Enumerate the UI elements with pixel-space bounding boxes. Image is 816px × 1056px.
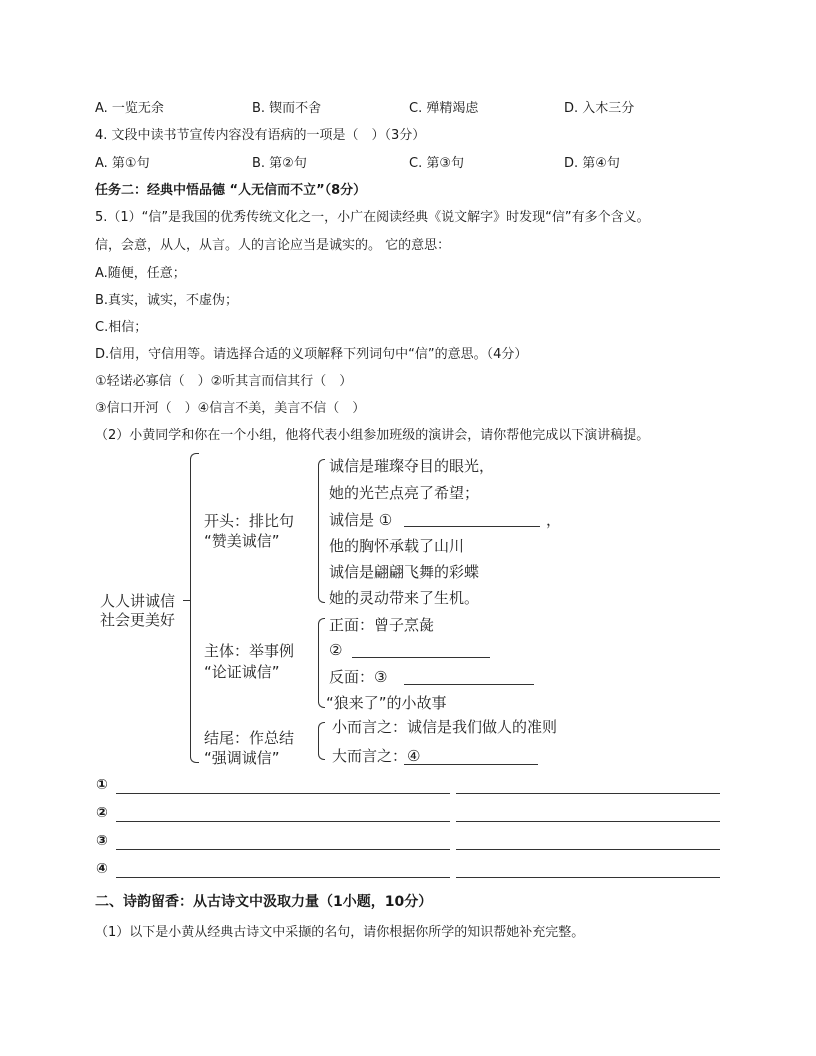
mindmap-branch2-item2: ② (329, 641, 343, 659)
mindmap-branch1-item5: 诚信是翩翩飞舞的彩蝶 (329, 563, 480, 581)
section2-title: 二、诗韵留香：从古诗文中汲取力量（1小题，10分） (95, 894, 433, 910)
answer-line-2a[interactable] (116, 821, 450, 822)
q3-option-d: D. 入木三分 (564, 101, 635, 116)
mindmap-branch2-line1: 主体：举事例 (204, 642, 295, 660)
q3-option-a: A. 一览无余 (95, 101, 164, 116)
answer-label-2: ② (96, 805, 108, 821)
q5-intro: 5.（1）“信”是我国的优秀传统文化之一，小广在阅读经典《说文解字》时发现“信”有多个含义。 (95, 210, 650, 225)
mindmap-branch1-item6: 她的灵动带来了生机。 (329, 589, 480, 607)
mindmap-branch1-line1: 开头：排比句 (204, 512, 295, 530)
mindmap-branch1-comma: ， (546, 511, 562, 529)
answer-line-3b[interactable] (456, 849, 720, 850)
answer-line-1a[interactable] (116, 793, 450, 794)
section2-q1: （1）以下是小黄从经典古诗文中采撷的名句，请你根据你所学的知识帮她补充完整。 (95, 925, 585, 940)
q3-option-b: B. 锲而不舍 (252, 101, 322, 116)
q3-option-c: C. 殚精竭虑 (409, 101, 479, 116)
q5-meaning-c: C.相信； (95, 320, 148, 335)
mindmap-main-brace (190, 453, 199, 763)
answer-label-3: ③ (96, 833, 108, 849)
mindmap-branch3-line2: “强调诚信” (204, 749, 280, 767)
mindmap-root-line1: 人人讲诚信 (100, 592, 176, 610)
mindmap-branch2-item4: “狼来了”的小故事 (326, 694, 447, 712)
mindmap-blank-3[interactable] (404, 684, 534, 685)
mindmap-branch3-line1: 结尾：作总结 (204, 729, 295, 747)
mindmap-branch3-item2: 大而言之：④ (332, 747, 421, 765)
q5-definition: 信，会意，从人，从言。人的言论应当是诚实的。 它的意思： (95, 238, 451, 253)
q4-option-b: B. 第②句 (252, 156, 307, 171)
mindmap-root-line2: 社会更美好 (100, 611, 176, 629)
mindmap-branch1-line2: “赞美诚信” (204, 532, 280, 550)
q4-stem: 4. 文段中读书节宣传内容没有语病的一项是（ ）（3分） (95, 128, 426, 143)
mindmap-branch2-line2: “论证诚信” (204, 663, 280, 681)
mindmap-branch2-item1: 正面：曾子烹彘 (329, 616, 435, 634)
answer-label-1: ① (96, 777, 108, 793)
answer-line-2b[interactable] (456, 821, 720, 822)
mindmap-branch2-item3: 反面：③ (329, 668, 388, 686)
mindmap-branch1-item1: 诚信是璀璨夺目的眼光， (329, 457, 495, 475)
mindmap-blank-4[interactable] (404, 764, 538, 765)
mindmap-branch1-item4: 他的胸怀承载了山川 (329, 537, 465, 555)
answer-line-1b[interactable] (456, 793, 720, 794)
q5-items-row2: ③信口开河（ ）④信言不美，美言不信（ ） (95, 401, 366, 416)
mindmap-branch3-item1: 小而言之：诚信是我们做人的准则 (332, 718, 558, 736)
answer-line-4b[interactable] (456, 877, 720, 878)
mindmap-branch1-brace (318, 459, 325, 603)
q4-option-c: C. 第③句 (409, 156, 464, 171)
mindmap-branch3-brace (318, 722, 325, 760)
q5-items-row1: ①轻诺必寡信（ ）②听其言而信其行（ ） (95, 374, 353, 389)
q4-option-a: A. 第①句 (95, 156, 150, 171)
answer-line-3a[interactable] (116, 849, 450, 850)
mindmap-branch2-brace (318, 618, 325, 708)
q5-meaning-a: A.随便，任意； (95, 266, 186, 281)
q4-option-d: D. 第④句 (564, 156, 620, 171)
mindmap-main-brace-tip (183, 600, 191, 601)
mindmap-blank-2[interactable] (352, 657, 490, 658)
q5-meaning-b: B.真实，诚实，不虚伪； (95, 293, 239, 308)
mindmap-branch1-item2: 她的光芒点亮了希望； (329, 484, 480, 502)
q5-part2: （2）小黄同学和你在一个小组，他将代表小组参加班级的演讲会，请你帮他完成以下演讲稿提。 (95, 428, 650, 443)
q5-meaning-d: D.信用，守信用等。请选择合适的义项解释下列词句中“信”的意思。（4分） (95, 347, 528, 362)
mindmap-blank-1[interactable] (404, 526, 540, 527)
mindmap-branch1-item3: 诚信是 ① (329, 511, 393, 529)
answer-label-4: ④ (96, 861, 108, 877)
answer-line-4a[interactable] (116, 877, 450, 878)
task2-title: 任务二：经典中悟品德 “人无信而不立”（8分） (95, 183, 367, 198)
